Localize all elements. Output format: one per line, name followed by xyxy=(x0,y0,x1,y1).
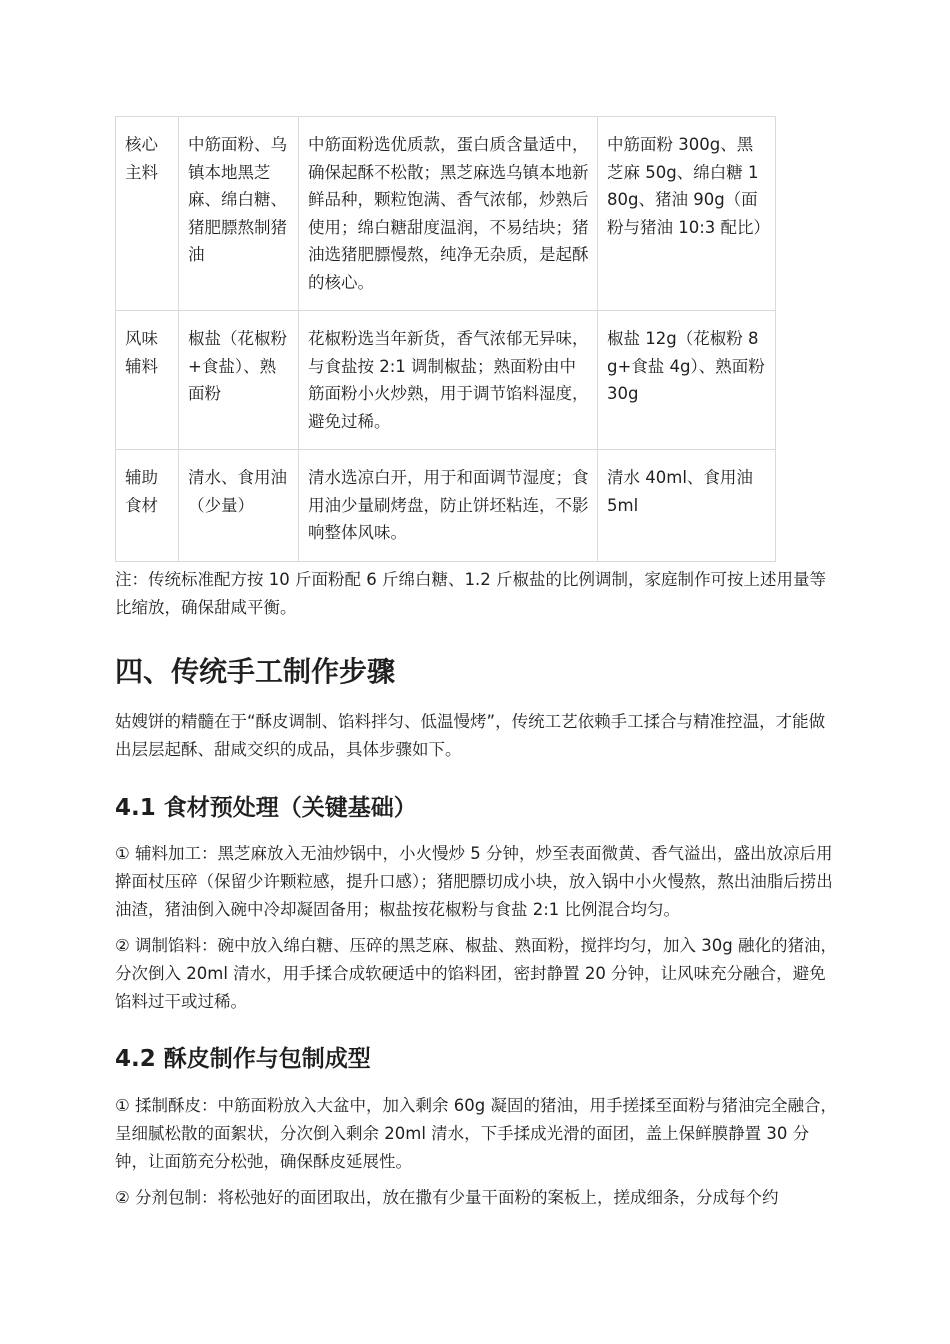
section-heading: 四、传统手工制作步骤 xyxy=(115,655,396,688)
table-note: 注：传统标准配方按 10 斤面粉配 6 斤绵白糖、1.2 斤椒盐的比例调制，家庭制作可按上述用量等比缩放，确保甜咸平衡。 xyxy=(115,570,826,617)
step-paragraph: ② 分剂包制：将松弛好的面团取出，放在撒有少量干面粉的案板上，搓成细条，分成每个约 xyxy=(115,1188,779,1207)
category-cell: 风味辅料 xyxy=(116,311,179,450)
category-cell: 辅助食材 xyxy=(116,450,179,562)
ingredients-table xyxy=(115,116,776,562)
step-paragraph: ① 揉制酥皮：中筋面粉放入大盆中，加入剩余 60g 凝固的猪油，用手搓揉至面粉与猪油完全融合，呈细腻松散的面絮状，分次倒入剩余 20ml 清水，下手揉成光滑的面团，盖上保鲜膜静置 30 分钟，让面筋充分松弛，确保酥皮延展性。 xyxy=(115,1096,837,1171)
section-intro: 姑嫂饼的精髓在于“酥皮调制、馅料拌匀、低温慢烤”，传统工艺依赖手工揉合与精准控温，才能做出层层起酥、甜咸交织的成品，具体步骤如下。 xyxy=(115,712,826,759)
category-cell: 核心主料 xyxy=(116,117,179,311)
amount-cell: 中筋面粉 300g、黑芝麻 50g、绵白糖 180g、猪油 90g（面粉与猪油 10:3 配比） xyxy=(598,117,776,311)
notes-cell: 中筋面粉选优质款，蛋白质含量适中，确保起酥不松散；黑芝麻选乌镇本地新鲜品种，颗粒饱满、香气浓郁，炒熟后使用；绵白糖甜度温润，不易结块；猪油选猪肥膘慢熬，纯净无杂质，是起酥的核心。 xyxy=(299,117,598,311)
table-row xyxy=(116,311,776,450)
amount-cell: 清水 40ml、食用油 5ml xyxy=(598,450,776,562)
table-row xyxy=(116,450,776,562)
amount-cell: 椒盐 12g（花椒粉 8g+食盐 4g）、熟面粉 30g xyxy=(598,311,776,450)
notes-cell: 清水选凉白开，用于和面调节湿度；食用油少量刷烤盘，防止饼坯粘连，不影响整体风味。 xyxy=(299,450,598,562)
items-cell: 清水、食用油（少量） xyxy=(179,450,299,562)
step-paragraph: ② 调制馅料：碗中放入绵白糖、压碎的黑芝麻、椒盐、熟面粉，搅拌均匀，加入 30g 融化的猪油，分次倒入 20ml 清水，用手揉合成软硬适中的馅料团，密封静置 20 分钟，让风味充分融合，避免馅料过干或过稀。 xyxy=(115,936,837,1011)
items-cell: 椒盐（花椒粉+食盐）、熟面粉 xyxy=(179,311,299,450)
notes-cell: 花椒粉选当年新货，香气浓郁无异味，与食盐按 2:1 调制椒盐；熟面粉由中筋面粉小火炒熟，用于调节馅料湿度，避免过稀。 xyxy=(299,311,598,450)
items-cell: 中筋面粉、乌镇本地黑芝麻、绵白糖、猪肥膘熬制猪油 xyxy=(179,117,299,311)
table-row xyxy=(116,117,776,311)
subsection-heading: 4.1 食材预处理（关键基础） xyxy=(115,795,417,821)
step-paragraph: ① 辅料加工：黑芝麻放入无油炒锅中，小火慢炒 5 分钟，炒至表面微黄、香气溢出，盛出放凉后用擀面杖压碎（保留少许颗粒感，提升口感）；猪肥膘切成小块，放入锅中小火慢熬，熬出油脂后捞出油渣，猪油倒入碗中冷却凝固备用；椒盐按花椒粉与食盐 2:1 比例混合均匀。 xyxy=(115,844,833,919)
subsection-heading: 4.2 酥皮制作与包制成型 xyxy=(115,1046,371,1072)
